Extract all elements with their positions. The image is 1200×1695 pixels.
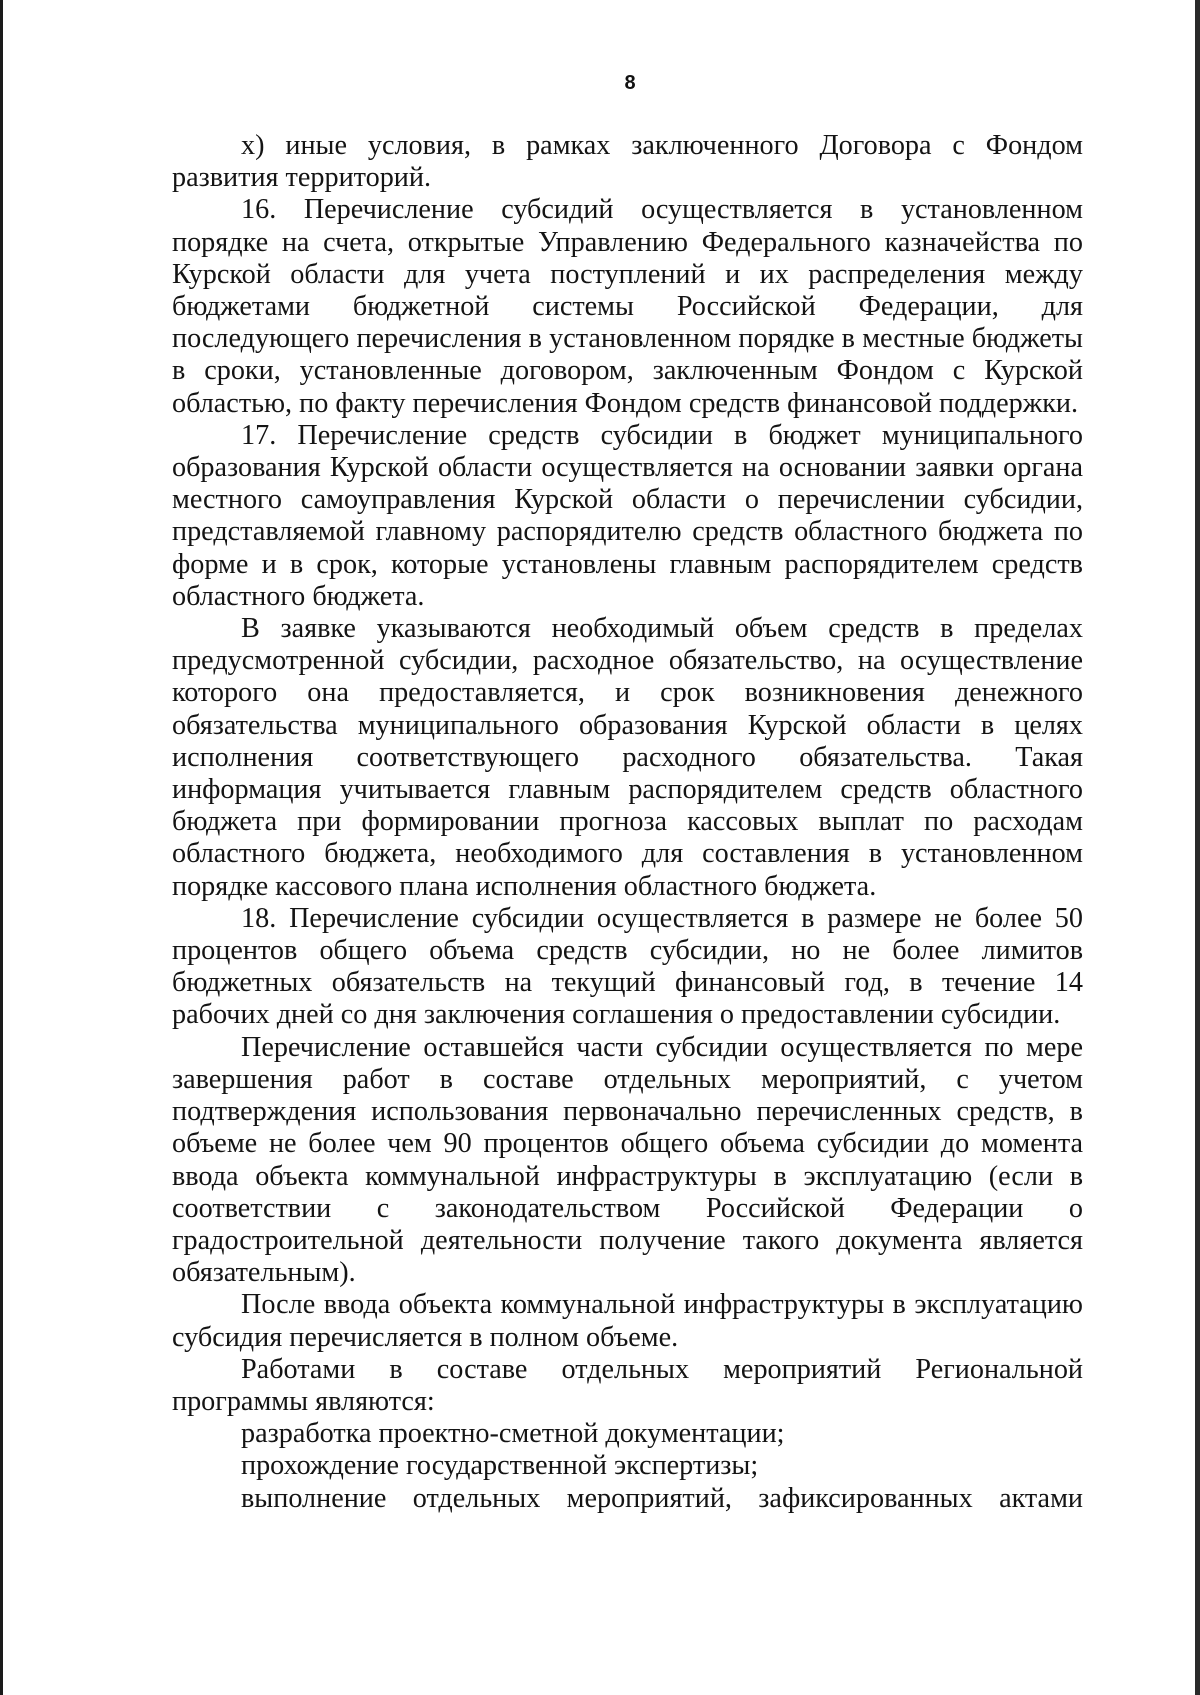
scan-edge-right — [1195, 0, 1200, 1695]
paragraph-18: 18. Перечисление субсидии осуществляется в размере не более 50 процентов общего объема средств субсидии, но не более лимитов бюджетных обязательств на текущий финансовый год, в течение 14 рабочих дней со дня заключения соглашения о предоставлении субсидии. — [172, 902, 1083, 1031]
paragraph-works-list-intro: Работами в составе отдельных мероприятий Региональной программы являются: — [172, 1353, 1083, 1417]
scan-edge-left — [0, 0, 3, 1695]
paragraph-16: 16. Перечисление субсидий осуществляется в установленном порядке на счета, открытые Управлению Федерального казначейства по Курской области для учета поступлений и их распределения между бюджетами бюджетной системы Российской Федерации, для последующего перечисления в установленном порядке в местные бюджеты в сроки, установленные договором, заключенным Фондом с Курской областью, по факту перечисления Фондом средств финансовой поддержки. — [172, 194, 1083, 419]
paragraph-after-commissioning: После ввода объекта коммунальной инфраструктуры в эксплуатацию субсидия перечисляется в полном объеме. — [172, 1289, 1083, 1353]
list-item-design-documentation: разработка проектно-сметной документации; — [241, 1418, 785, 1450]
page-number: 8 — [624, 72, 636, 94]
paragraph-application-details: В заявке указываются необходимый объем средств в пределах предусмотренной субсидии, расходное обязательство, на осуществление которого она предоставляется, и срок возникновения денежного обязательства муниципального образования Курской области в целях исполнения соответствующего расходного обязательства. Такая информация учитывается главным распорядителем средств областного бюджета при формировании прогноза кассовых выплат по расходам областного бюджета, необходимого для составления в установленном порядке кассового плана исполнения областного бюджета. — [172, 613, 1083, 902]
list-item-state-expertise: прохождение государственной экспертизы; — [241, 1450, 759, 1482]
paragraph-17: 17. Перечисление средств субсидии в бюджет муниципального образования Курской области осуществляется на основании заявки органа местного самоуправления Курской области о перечислении субсидии, представляемой главному распорядителю средств областного бюджета по форме и в срок, которые установлены главным распорядителем средств областного бюджета. — [172, 419, 1083, 612]
document-body — [172, 130, 1083, 1515]
paragraph-remaining-transfer: Перечисление оставшейся части субсидии осуществляется по мере завершения работ в составе отдельных мероприятий, с учетом подтверждения использования первоначально перечисленных средств, в объеме не более чем 90 процентов общего объема субсидии до момента ввода объекта коммунальной инфраструктуры в эксплуатацию (если в соответствии с законодательством Российской Федерации о градостроительной деятельности получение такого документа является обязательным). — [172, 1031, 1083, 1289]
paragraph-item-x: х) иные условия, в рамках заключенного Договора с Фондом развития территорий. — [172, 130, 1083, 194]
list-item-execution-of-measures: выполнение отдельных мероприятий, зафиксированных актами — [241, 1482, 1083, 1514]
